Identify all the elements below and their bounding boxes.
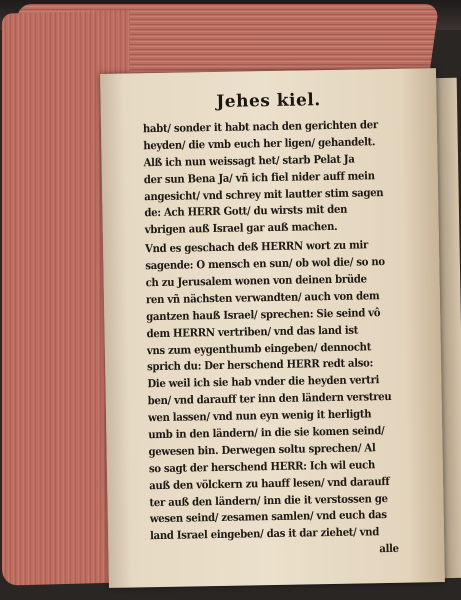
text-line: gantzen hauß Israel/ sprechen: Sie seind vô	[146, 305, 381, 324]
text-line: land Israel eingeben/ das it dar ziehet/ vnd	[149, 525, 380, 543]
text-line: angesicht/ vnd schrey mit lautter stim sagen	[144, 185, 384, 203]
text-line: ter auß den ländern/ inn die it verstossen ge	[149, 491, 388, 509]
text-line: habt/ sonder it habt nach den gerichten der	[142, 118, 378, 136]
text-line: Alß ich nun weissagt het/ starb Pelat Ja	[143, 152, 355, 170]
printed-page	[100, 68, 445, 588]
text-line: de: Ach HERR Gott/ du wirsts mit den	[144, 203, 348, 220]
text-line: Die weil ich sie hab vnder die heyden vertri	[147, 373, 380, 391]
text-line: sprich du: Der herschend HERR redt also:	[147, 356, 374, 374]
text-line: dem HERRN vertriben/ vnd das land ist	[146, 323, 359, 340]
text-line: vbrigen auß Israel gar auß machen.	[144, 220, 338, 237]
text-line: wen lassen/ vnd nun eyn wenig it herligth	[147, 407, 372, 425]
text-line: umb in den ländern/ in die sie komen seind/	[148, 424, 385, 442]
text-line: ben/ vnd darauff ter inn den ländern verstreu	[147, 390, 392, 408]
text-block	[143, 117, 421, 563]
text-line: wesen seind/ zesamen samlen/ vnd euch das	[149, 508, 387, 526]
text-line: ren vñ nächsten verwandten/ auch von dem	[145, 289, 380, 307]
running-head: Jehes kiel.	[216, 90, 321, 112]
text-line: auß den völckern zu hauff lesen/ vnd darauff	[149, 474, 390, 492]
text-line: sagende: O mensch en sun/ ob wol die/ so no	[145, 255, 385, 273]
text-line: der sun Bena Ja/ vñ ich fiel nider auff mein	[143, 168, 375, 186]
catchword: alle	[379, 542, 399, 556]
text-line: gewesen bin. Derwegen soltu sprechen/ Al	[148, 441, 376, 459]
text-line: heyden/ die vmb euch her ligen/ gehandelt.	[143, 135, 376, 153]
text-line: ch zu Jerusalem wonen von deinen brüde	[145, 272, 367, 290]
text-line: vns zum eygenthumb eingeben/ dennocht	[146, 339, 372, 357]
text-line: Vnd es geschach deß HERRN wort zu mir	[144, 238, 369, 256]
text-line: so sagt der herschend HERR: Ich wil euch	[148, 458, 376, 476]
